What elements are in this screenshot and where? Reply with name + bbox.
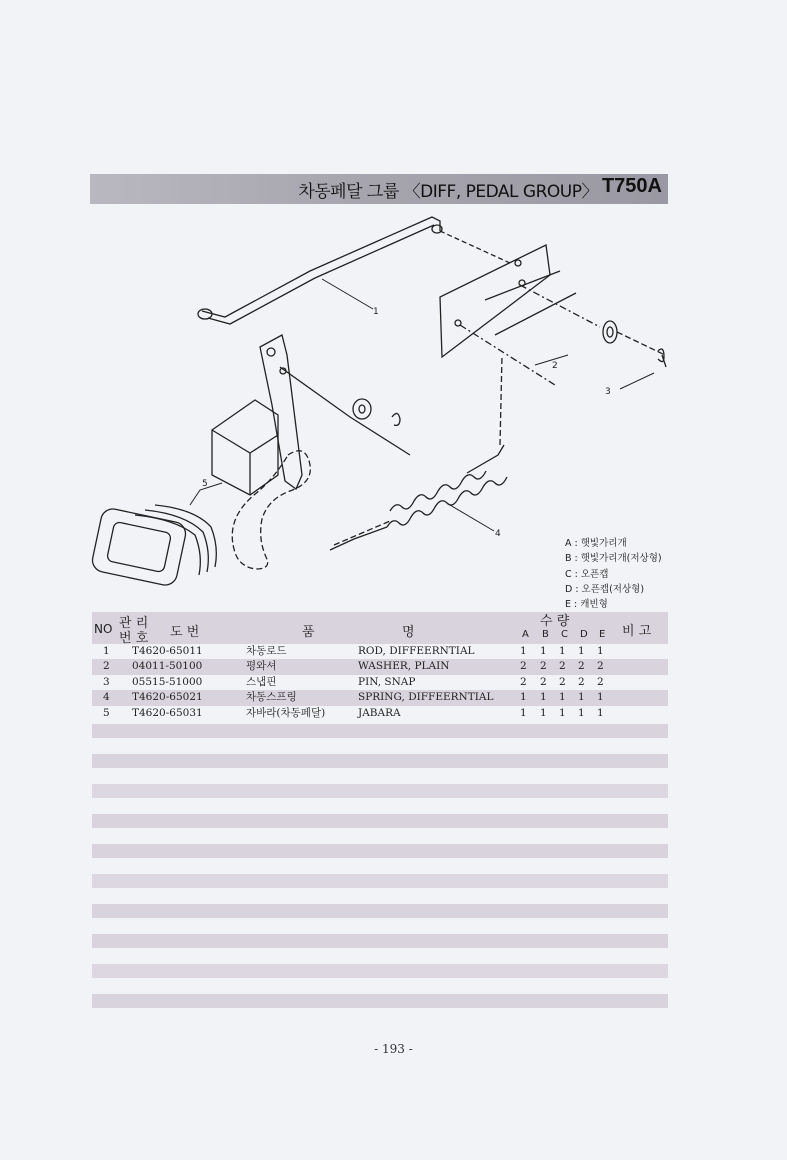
- empty-row: [92, 724, 668, 738]
- cell-qty-c: 1: [559, 691, 566, 704]
- cell-qty-d: 2: [578, 660, 585, 673]
- cell-no: 1: [103, 645, 110, 657]
- header-mgmt-top: 관 리: [119, 616, 149, 631]
- header-col-c: C: [561, 629, 568, 640]
- header-part-name-left: 품: [302, 625, 315, 640]
- callout-3: 3: [605, 387, 611, 397]
- table-row: [92, 675, 668, 690]
- cell-drawing: 04011-50100: [132, 660, 203, 673]
- legend-item: C : 오픈캡: [565, 568, 609, 580]
- cell-qty-c: 2: [559, 675, 566, 688]
- cell-drawing: T4620-65021: [132, 691, 203, 704]
- callout-1: 1: [373, 307, 379, 317]
- cell-name-kr: 평와셔: [246, 660, 277, 673]
- cell-qty-c: 1: [559, 645, 566, 657]
- spring-part-4: [330, 355, 507, 550]
- callout-4: 4: [495, 529, 501, 539]
- table-header: [92, 612, 668, 644]
- legend-item: E : 캐빈형: [565, 599, 608, 611]
- cell-qty-b: 2: [540, 675, 547, 688]
- empty-row: [92, 754, 668, 768]
- bracket-plate: [440, 245, 600, 385]
- cell-name-kr: 차동로드: [246, 645, 287, 657]
- table-row: [92, 644, 668, 659]
- legend-item: B : 햇빛가리개(저상형): [565, 553, 662, 565]
- empty-row: [92, 994, 668, 1008]
- pedal-housing: [212, 400, 278, 495]
- empty-row: [92, 874, 668, 888]
- cell-qty-d: 1: [578, 645, 585, 657]
- cell-name-kr: 차동스프링: [246, 691, 297, 704]
- washer-part-2: [603, 321, 665, 355]
- empty-row: [92, 814, 668, 828]
- cell-qty-b: 1: [540, 691, 547, 704]
- pedal-arm: [232, 335, 410, 569]
- cell-name-en: SPRING, DIFFEERNTIAL: [358, 691, 494, 704]
- rod-part-1: [198, 217, 510, 324]
- empty-row: [92, 934, 668, 948]
- parts-table: [92, 612, 668, 721]
- cell-qty-a: 1: [520, 706, 527, 719]
- cell-qty-d: 1: [578, 691, 585, 704]
- cell-name-en: ROD, DIFFEERNTIAL: [358, 645, 475, 657]
- legend-item: A : 햇빛가리개: [565, 538, 627, 549]
- cell-qty-a: 1: [520, 691, 527, 704]
- legend-item: D : 오픈캡(저상형): [565, 583, 645, 595]
- callout-2: 2: [552, 361, 558, 371]
- model-code: T750A: [601, 175, 662, 197]
- header-no: NO: [94, 622, 113, 636]
- table-row: [92, 706, 668, 721]
- cell-qty-e: 1: [597, 645, 604, 657]
- cell-qty-a: 2: [520, 660, 527, 673]
- cell-drawing: 05515-51000: [132, 675, 203, 688]
- cell-qty-a: 2: [520, 675, 527, 688]
- empty-row: [92, 964, 668, 978]
- cell-qty-d: 1: [578, 706, 585, 719]
- empty-row: [92, 784, 668, 798]
- cell-qty-e: 1: [597, 691, 604, 704]
- cell-qty-b: 1: [540, 645, 547, 657]
- cell-qty-b: 1: [540, 706, 547, 719]
- empty-row: [92, 844, 668, 858]
- header-remarks: 비 고: [622, 624, 652, 639]
- header-col-d: D: [580, 629, 588, 640]
- callout-5: 5: [202, 479, 208, 489]
- cell-no: 5: [103, 706, 110, 719]
- title-bar: [90, 174, 668, 204]
- cell-qty-e: 1: [597, 706, 604, 719]
- cell-qty-e: 2: [597, 660, 604, 673]
- cell-qty-a: 1: [520, 645, 527, 657]
- header-quantity: 수 량: [540, 614, 570, 629]
- header-col-b: B: [542, 629, 549, 640]
- cell-qty-d: 2: [578, 675, 585, 688]
- cell-no: 4: [103, 691, 110, 704]
- cell-drawing: T4620-65011: [132, 645, 203, 657]
- cell-qty-c: 1: [559, 706, 566, 719]
- empty-table-rows: [92, 724, 668, 1024]
- pedal-washer: [353, 399, 400, 425]
- header-col-a: A: [522, 629, 529, 640]
- cell-name-en: JABARA: [358, 706, 401, 719]
- jabara-bellows-part-5: [90, 505, 216, 587]
- cell-name-en: WASHER, PLAIN: [358, 660, 450, 673]
- table-row: [92, 659, 668, 674]
- table-body: [92, 644, 668, 721]
- cell-no: 3: [103, 675, 110, 688]
- cell-name-kr: 스냅핀: [246, 675, 277, 688]
- header-drawing: 도 번: [170, 625, 200, 640]
- cell-name-en: PIN, SNAP: [358, 675, 416, 688]
- header-part-name-right: 명: [402, 625, 415, 640]
- table-row: [92, 690, 668, 705]
- empty-row: [92, 904, 668, 918]
- cell-name-kr: 자바라(차동페달): [246, 706, 326, 719]
- header-mgmt-bottom: 번 호: [119, 631, 149, 646]
- cell-qty-e: 2: [597, 675, 604, 688]
- page-title: 차동페달 그룹 〈DIFF, PEDAL GROUP〉: [298, 182, 598, 202]
- header-col-e: E: [599, 629, 606, 640]
- cell-drawing: T4620-65031: [132, 706, 203, 719]
- cell-no: 2: [103, 660, 110, 673]
- variant-legend: [565, 536, 662, 612]
- cell-qty-b: 2: [540, 660, 547, 673]
- cell-qty-c: 2: [559, 660, 566, 673]
- page-number: - 193 -: [374, 1042, 413, 1056]
